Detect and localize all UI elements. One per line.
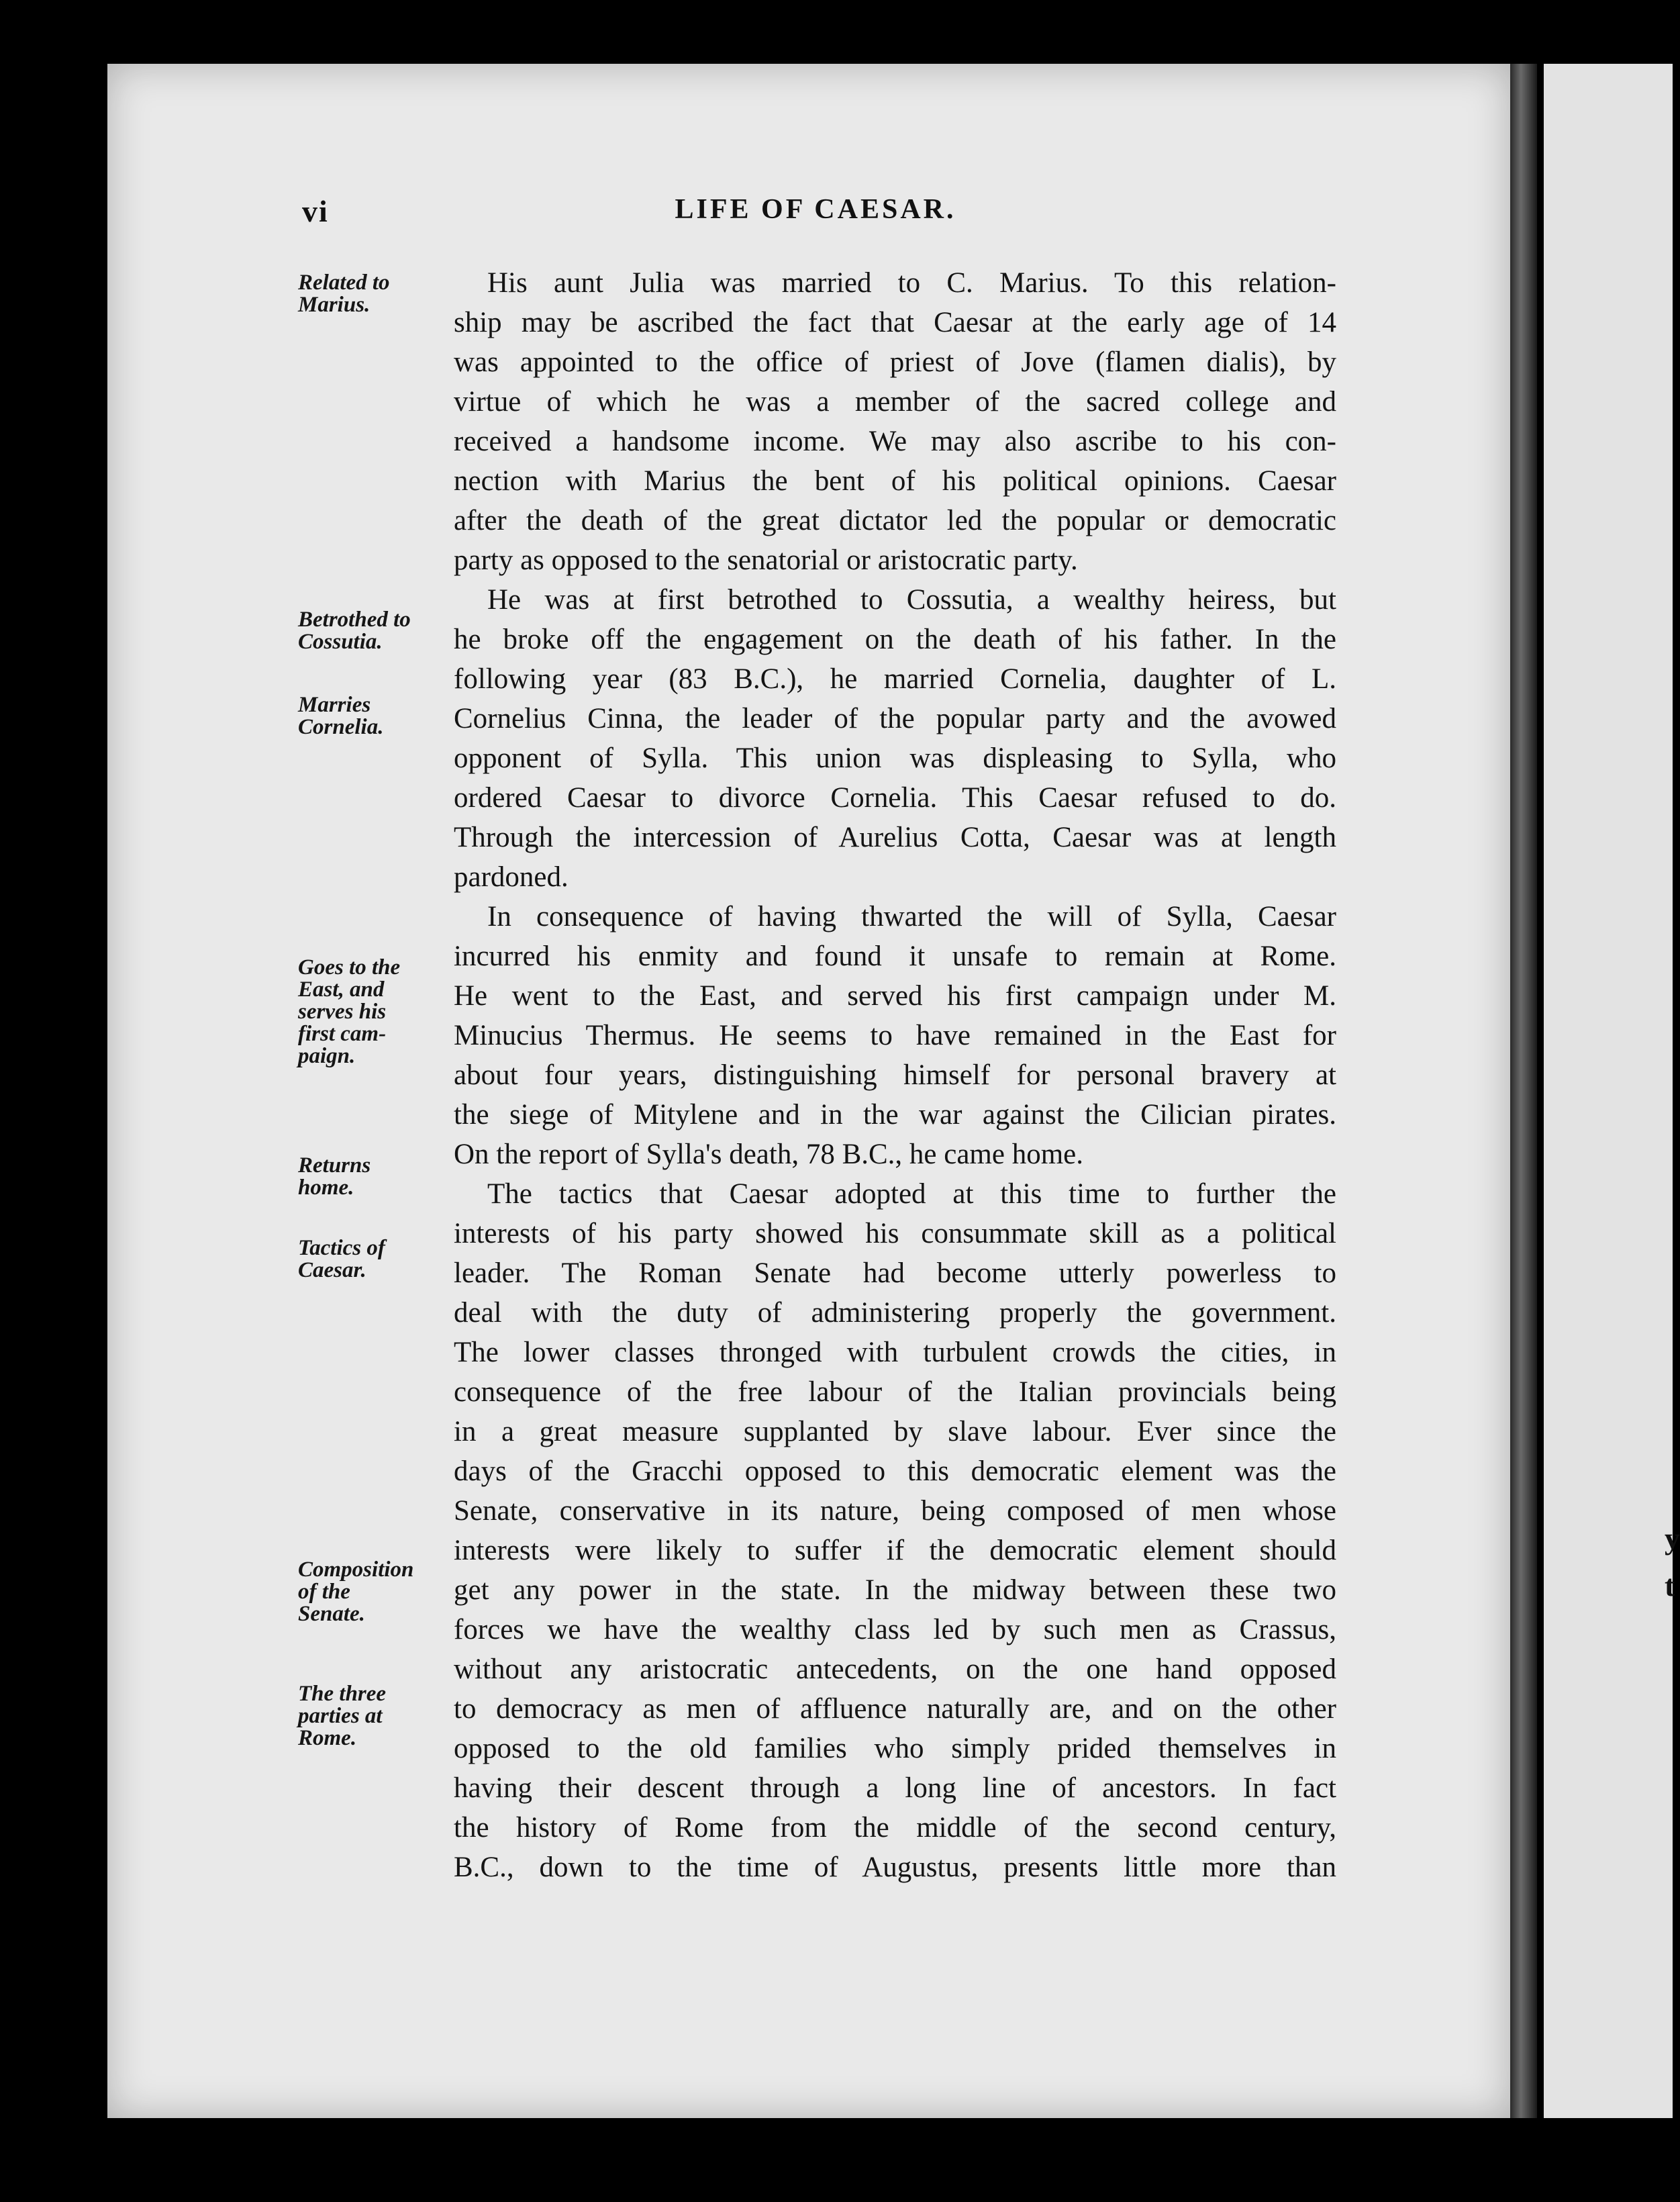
text-line: The tactics that Caesar adopted at this time to further the xyxy=(487,1178,1336,1210)
sidenote-line: home. xyxy=(298,1176,354,1200)
text-line: without any aristocratic antecedents, on the one hand opposed xyxy=(454,1654,1336,1685)
running-head: LIFE OF CAESAR. xyxy=(675,194,956,225)
page-gutter xyxy=(1510,64,1537,2118)
sidenote-betrothed-to-cossutia xyxy=(298,609,452,653)
sidenote-line: The three xyxy=(298,1682,387,1706)
sidenote-line: Returns xyxy=(298,1153,371,1178)
text-line: ordered Caesar to divorce Cornelia. This Caesar refused to do. xyxy=(454,782,1336,814)
text-line: party as opposed to the senatorial or aristocratic party. xyxy=(454,544,1078,576)
text-line: On the report of Sylla's death, 78 B.C., he came home. xyxy=(454,1139,1084,1170)
sidenote-line: first cam- xyxy=(298,1022,387,1046)
text-line: about four years, distinguishing himself for personal bravery at xyxy=(454,1059,1336,1091)
sidenote-tactics-of-caesar xyxy=(298,1237,452,1282)
text-line: Minucius Thermus. He seems to have remained in the East for xyxy=(454,1020,1336,1051)
text-line: Cornelius Cinna, the leader of the popular party and the avowed xyxy=(454,703,1336,734)
text-line: interests were likely to suffer if the democratic element should xyxy=(454,1535,1336,1566)
body-text xyxy=(454,263,1336,1887)
text-line: after the death of the great dictator led the popular or democratic xyxy=(454,505,1336,536)
text-line: pardoned. xyxy=(454,861,569,893)
page-number: vi xyxy=(302,194,329,228)
paragraph xyxy=(454,897,1336,1174)
text-line: opponent of Sylla. This union was displeasing to Sylla, who xyxy=(454,743,1336,774)
text-line: the history of Rome from the middle of the second century, xyxy=(454,1812,1336,1844)
sidenote-goes-to-the-east xyxy=(298,957,452,1067)
facing-page-fragment: y xyxy=(1665,1521,1680,1555)
text-line: Through the intercession of Aurelius Cotta, Caesar was at length xyxy=(454,822,1336,853)
text-line: virtue of which he was a member of the sacred college and xyxy=(454,386,1336,418)
text-line: His aunt Julia was married to C. Marius. To this relation- xyxy=(487,267,1336,299)
text-line: He was at first betrothed to Cossutia, a wealthy heiress, but xyxy=(487,584,1336,616)
sidenote-composition-of-the-senate xyxy=(298,1559,452,1625)
sidenote-line: Composition xyxy=(298,1558,414,1582)
sidenote-line: Cossutia. xyxy=(298,630,383,654)
text-line: forces we have the wealthy class led by such men as Crassus, xyxy=(454,1614,1336,1645)
text-line: In consequence of having thwarted the will of Sylla, Caesar xyxy=(487,901,1336,932)
text-line: deal with the duty of administering properly the government. xyxy=(454,1297,1336,1329)
sidenote-line: East, and xyxy=(298,977,385,1002)
text-line: was appointed to the office of priest of Jove (flamen dialis), by xyxy=(454,346,1336,378)
sidenote-line: serves his xyxy=(298,1000,387,1024)
sidenote-line: Tactics of xyxy=(298,1236,385,1260)
paragraph xyxy=(454,1174,1336,1887)
text-line: following year (83 B.C.), he married Cornelia, daughter of L. xyxy=(454,663,1336,695)
text-line: Senate, conservative in its nature, being composed of men whose xyxy=(454,1495,1336,1527)
sidenote-line: parties at xyxy=(298,1704,383,1728)
sidenote-line: Marries xyxy=(298,693,371,717)
sidenote-line: paign. xyxy=(298,1044,356,1068)
text-line: to democracy as men of affluence naturally are, and on the other xyxy=(454,1693,1336,1725)
sidenote-related-to-marius xyxy=(298,272,452,316)
sidenote-line: Senate. xyxy=(298,1602,365,1626)
facing-page-fragment: t xyxy=(1665,1568,1675,1602)
facing-page-edge xyxy=(1544,64,1680,2118)
text-line: the siege of Mitylene and in the war against the Cilician pirates. xyxy=(454,1099,1336,1131)
text-line: B.C., down to the time of Augustus, presents little more than xyxy=(454,1852,1336,1883)
text-line: days of the Gracchi opposed to this democratic element was the xyxy=(454,1455,1336,1487)
text-line: opposed to the old families who simply prided themselves in xyxy=(454,1733,1336,1764)
text-line: get any power in the state. In the midway between these two xyxy=(454,1574,1336,1606)
paragraph xyxy=(454,580,1336,897)
text-line: He went to the East, and served his first campaign under M. xyxy=(454,980,1336,1012)
text-line: having their descent through a long line of ancestors. In fact xyxy=(454,1772,1336,1804)
sidenote-line: Betrothed to xyxy=(298,608,411,632)
text-line: consequence of the free labour of the Italian provincials being xyxy=(454,1376,1336,1408)
text-line: in a great measure supplanted by slave labour. Ever since the xyxy=(454,1416,1336,1447)
sidenote-marries-cornelia xyxy=(298,694,452,738)
sidenote-line: Cornelia. xyxy=(298,715,384,739)
sidenote-three-parties-at-rome xyxy=(298,1683,452,1750)
sidenote-line: of the xyxy=(298,1580,350,1604)
paragraph xyxy=(454,263,1336,580)
text-line: interests of his party showed his consummate skill as a political xyxy=(454,1218,1336,1249)
text-line: received a handsome income. We may also ascribe to his con- xyxy=(454,426,1336,457)
text-line: leader. The Roman Senate had become utterly powerless to xyxy=(454,1257,1336,1289)
sidenote-line: Goes to the xyxy=(298,955,401,979)
text-line: incurred his enmity and found it unsafe to remain at Rome. xyxy=(454,941,1336,972)
sidenote-line: Rome. xyxy=(298,1726,357,1750)
text-line: nection with Marius the bent of his political opinions. Caesar xyxy=(454,465,1336,497)
text-line: ship may be ascribed the fact that Caesar at the early age of 14 xyxy=(454,307,1336,338)
sidenote-line: Marius. xyxy=(298,293,370,317)
sidenote-returns-home xyxy=(298,1155,452,1199)
page-header xyxy=(302,193,1329,240)
sidenote-line: Related to xyxy=(298,271,390,295)
text-line: The lower classes thronged with turbulent crowds the cities, in xyxy=(454,1337,1336,1368)
text-line: he broke off the engagement on the death of his father. In the xyxy=(454,624,1336,655)
sidenote-line: Caesar. xyxy=(298,1258,366,1282)
